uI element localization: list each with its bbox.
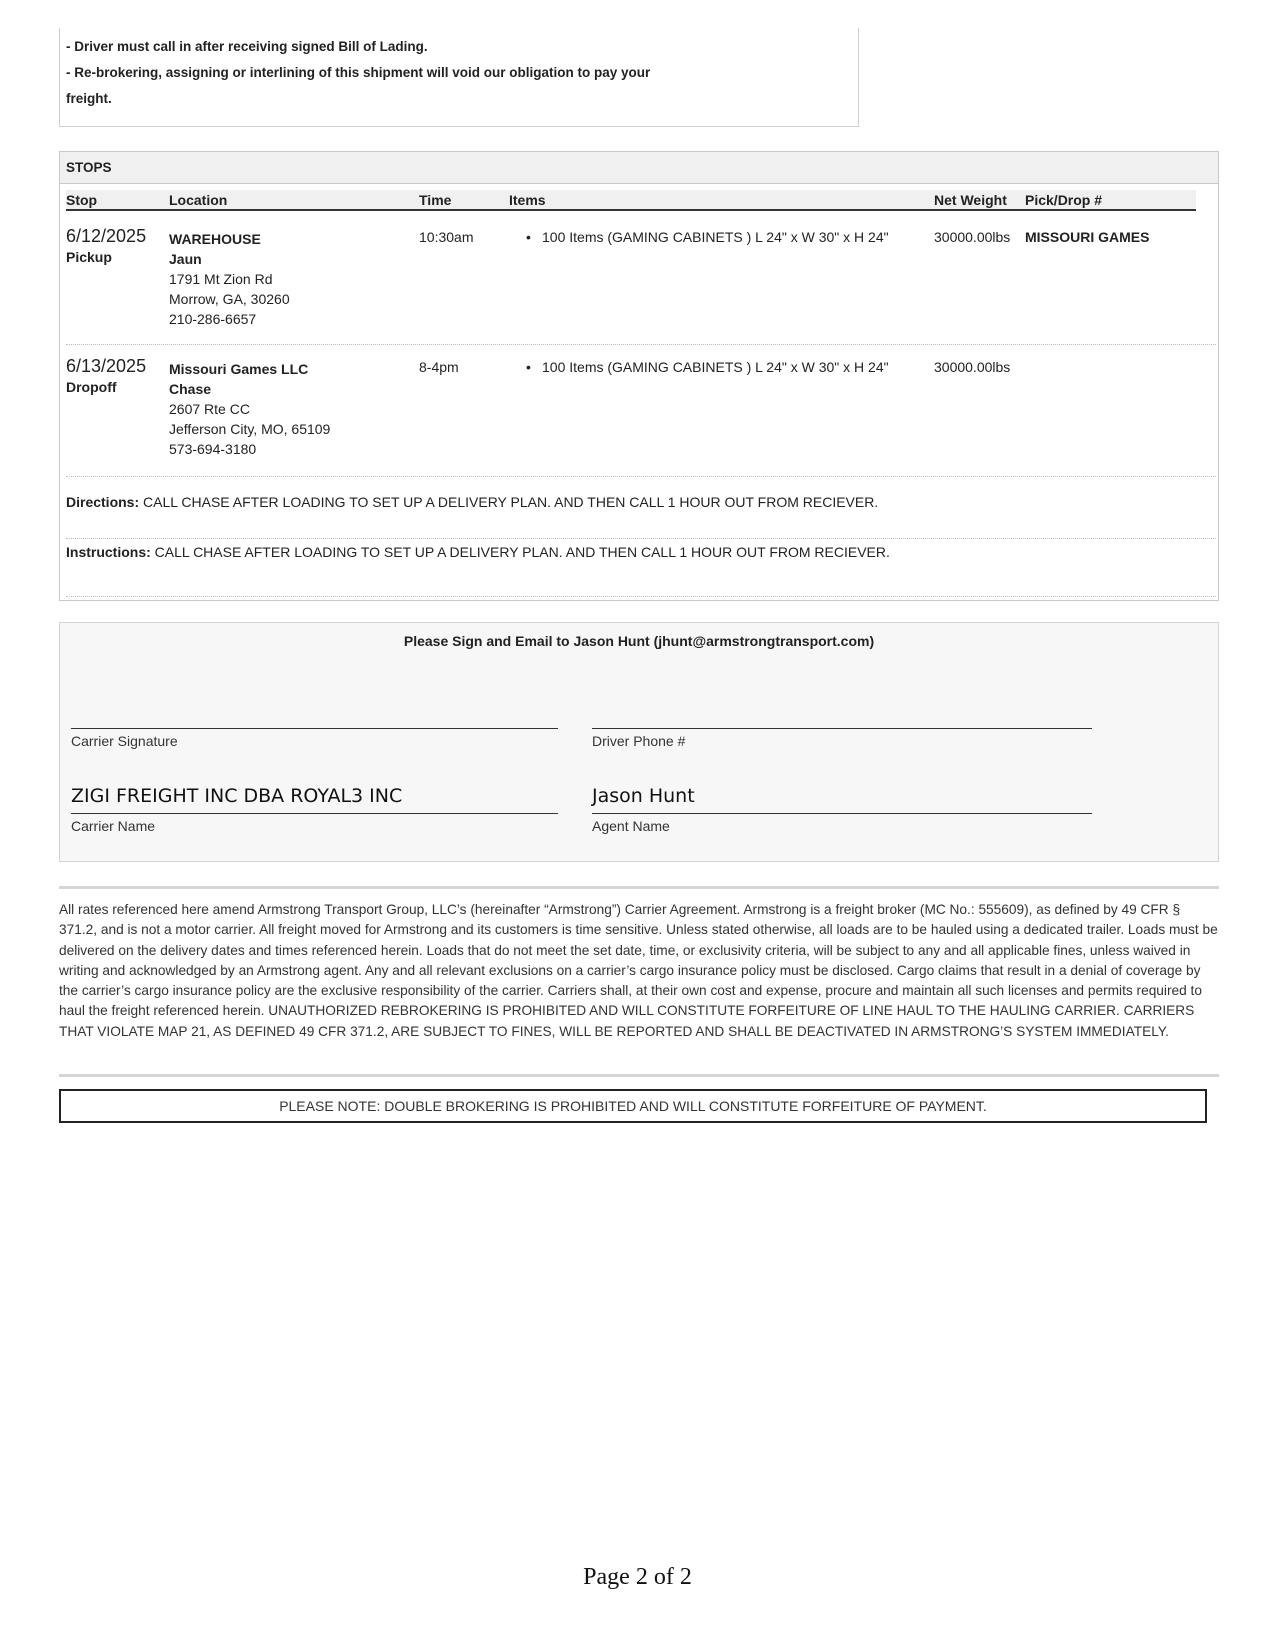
note-line: freight.	[66, 91, 112, 106]
location-city: Jefferson City, MO, 65109	[169, 421, 331, 437]
stop-location	[169, 229, 290, 329]
agent-name-value: Jason Hunt	[592, 785, 695, 807]
directions-text: CALL CHASE AFTER LOADING TO SET UP A DELIVERY PLAN. AND THEN CALL 1 HOUR OUT FROM RECIEVER.	[143, 494, 879, 510]
location-address: 2607 Rte CC	[169, 401, 250, 417]
driver-phone-label: Driver Phone #	[592, 733, 686, 749]
stop-time: 8-4pm	[419, 359, 459, 375]
legal-text: All rates referenced here amend Armstrong Transport Group, LLC’s (hereinafter “Armstrong”) Carrier Agreement. Armstrong is a freight broker (MC No.: 555609), as defined by 49 CFR § 371.2, and is not a motor carrier. All freight moved for Armstrong and its customers is time sensitive. Unless stated otherwise, all loads are to be hauled using a dedicated trailer. Loads must be delivered on the delivery dates and times referenced herein. Loads that do not meet the set date, time, or exclusivity criteria, will be subject to any and all applicable fines, unless waived in writing and acknowledged by an Armstrong agent. Any and all relevant exclusions on a carrier’s cargo insurance policy must be disclosed. Cargo claims that result in a denial of coverage by the carrier’s cargo insurance policy are the exclusive responsibility of the carrier. Carriers shall, at their own cost and expense, procure and maintain all such licenses and permits required to haul the freight referenced herein. UNAUTHORIZED REBROKERING IS PROHIBITED AND WILL CONSTITUTE FORFEITURE OF LINE HAUL TO THE HAULING CARRIER. CARRIERS THAT VIOLATE MAP 21, AS DEFINED 49 CFR 371.2, ARE SUBJECT TO FINES, WILL BE REPORTED AND SHALL BE DEACTIVATED IN ARMSTRONG’S SYSTEM IMMEDIATELY.	[59, 902, 1218, 1039]
instructions-row	[66, 540, 1216, 597]
signature-panel	[59, 622, 1219, 862]
location-contact: Chase	[169, 381, 212, 397]
notes-box	[59, 28, 859, 127]
stop-type: Dropoff	[66, 379, 117, 395]
stop-net-weight: 30000.00lbs	[934, 359, 1011, 375]
header-location: Location	[169, 192, 228, 208]
location-phone: 573-694-3180	[169, 441, 257, 457]
location-phone: 210-286-6657	[169, 311, 257, 327]
stop-time: 10:30am	[419, 229, 474, 245]
stop-location	[169, 359, 330, 459]
directions-row	[66, 490, 1216, 539]
location-name: Missouri Games LLC	[169, 361, 309, 377]
header-time: Time	[419, 192, 452, 208]
carrier-signature-field[interactable]	[71, 728, 558, 729]
instructions-text: CALL CHASE AFTER LOADING TO SET UP A DELIVERY PLAN. AND THEN CALL 1 HOUR OUT FROM RECIEVER.	[154, 544, 890, 560]
location-name: WAREHOUSE	[169, 231, 261, 247]
stop-items: • 100 Items (GAMING CABINETS ) L 24" x W 30" x H 24"	[542, 359, 889, 375]
stop-net-weight: 30000.00lbs	[934, 229, 1011, 245]
signature-title: Please Sign and Email to Jason Hunt (jhunt@armstrongtransport.com)	[403, 633, 875, 649]
stops-panel	[59, 151, 1219, 601]
agent-name-field[interactable]	[592, 813, 1092, 814]
stop-date: 6/13/2025	[66, 356, 147, 376]
carrier-name-value: ZIGI FREIGHT INC DBA ROYAL3 INC	[71, 785, 403, 807]
stop-items: • 100 Items (GAMING CABINETS ) L 24" x W 30" x H 24"	[542, 229, 889, 245]
stop-type: Pickup	[66, 249, 112, 265]
carrier-name-label: Carrier Name	[71, 818, 156, 834]
divider	[59, 886, 1219, 889]
location-contact: Jaun	[169, 251, 202, 267]
please-note-box: PLEASE NOTE: DOUBLE BROKERING IS PROHIBITED AND WILL CONSTITUTE FORFEITURE OF PAYMENT.	[59, 1089, 1207, 1123]
instructions-label: Instructions:	[66, 544, 151, 560]
header-net-weight: Net Weight	[934, 192, 1007, 208]
table-row	[66, 348, 1216, 477]
carrier-signature-label: Carrier Signature	[71, 733, 178, 749]
agent-name-label: Agent Name	[592, 818, 670, 834]
stop-date: 6/12/2025	[66, 226, 147, 246]
note-line: - Driver must call in after receiving signed Bill of Lading.	[66, 39, 428, 54]
table-row	[66, 218, 1216, 345]
location-city: Morrow, GA, 30260	[169, 291, 290, 307]
stop-pick-drop: MISSOURI GAMES	[1025, 229, 1150, 245]
location-address: 1791 Mt Zion Rd	[169, 271, 273, 287]
header-items: Items	[509, 192, 546, 208]
stops-header-row	[66, 190, 1196, 211]
header-pick-drop: Pick/Drop #	[1025, 192, 1103, 208]
header-stop: Stop	[66, 192, 98, 208]
page-number: Page 2 of 2	[583, 1564, 692, 1590]
directions-label: Directions:	[66, 494, 140, 510]
stops-title: STOPS	[60, 152, 1218, 184]
note-line: - Re-brokering, assigning or interlining of this shipment will void our obligation to pay your	[66, 65, 651, 80]
divider	[59, 1074, 1219, 1077]
carrier-name-field[interactable]	[71, 813, 558, 814]
driver-phone-field[interactable]	[592, 728, 1092, 729]
